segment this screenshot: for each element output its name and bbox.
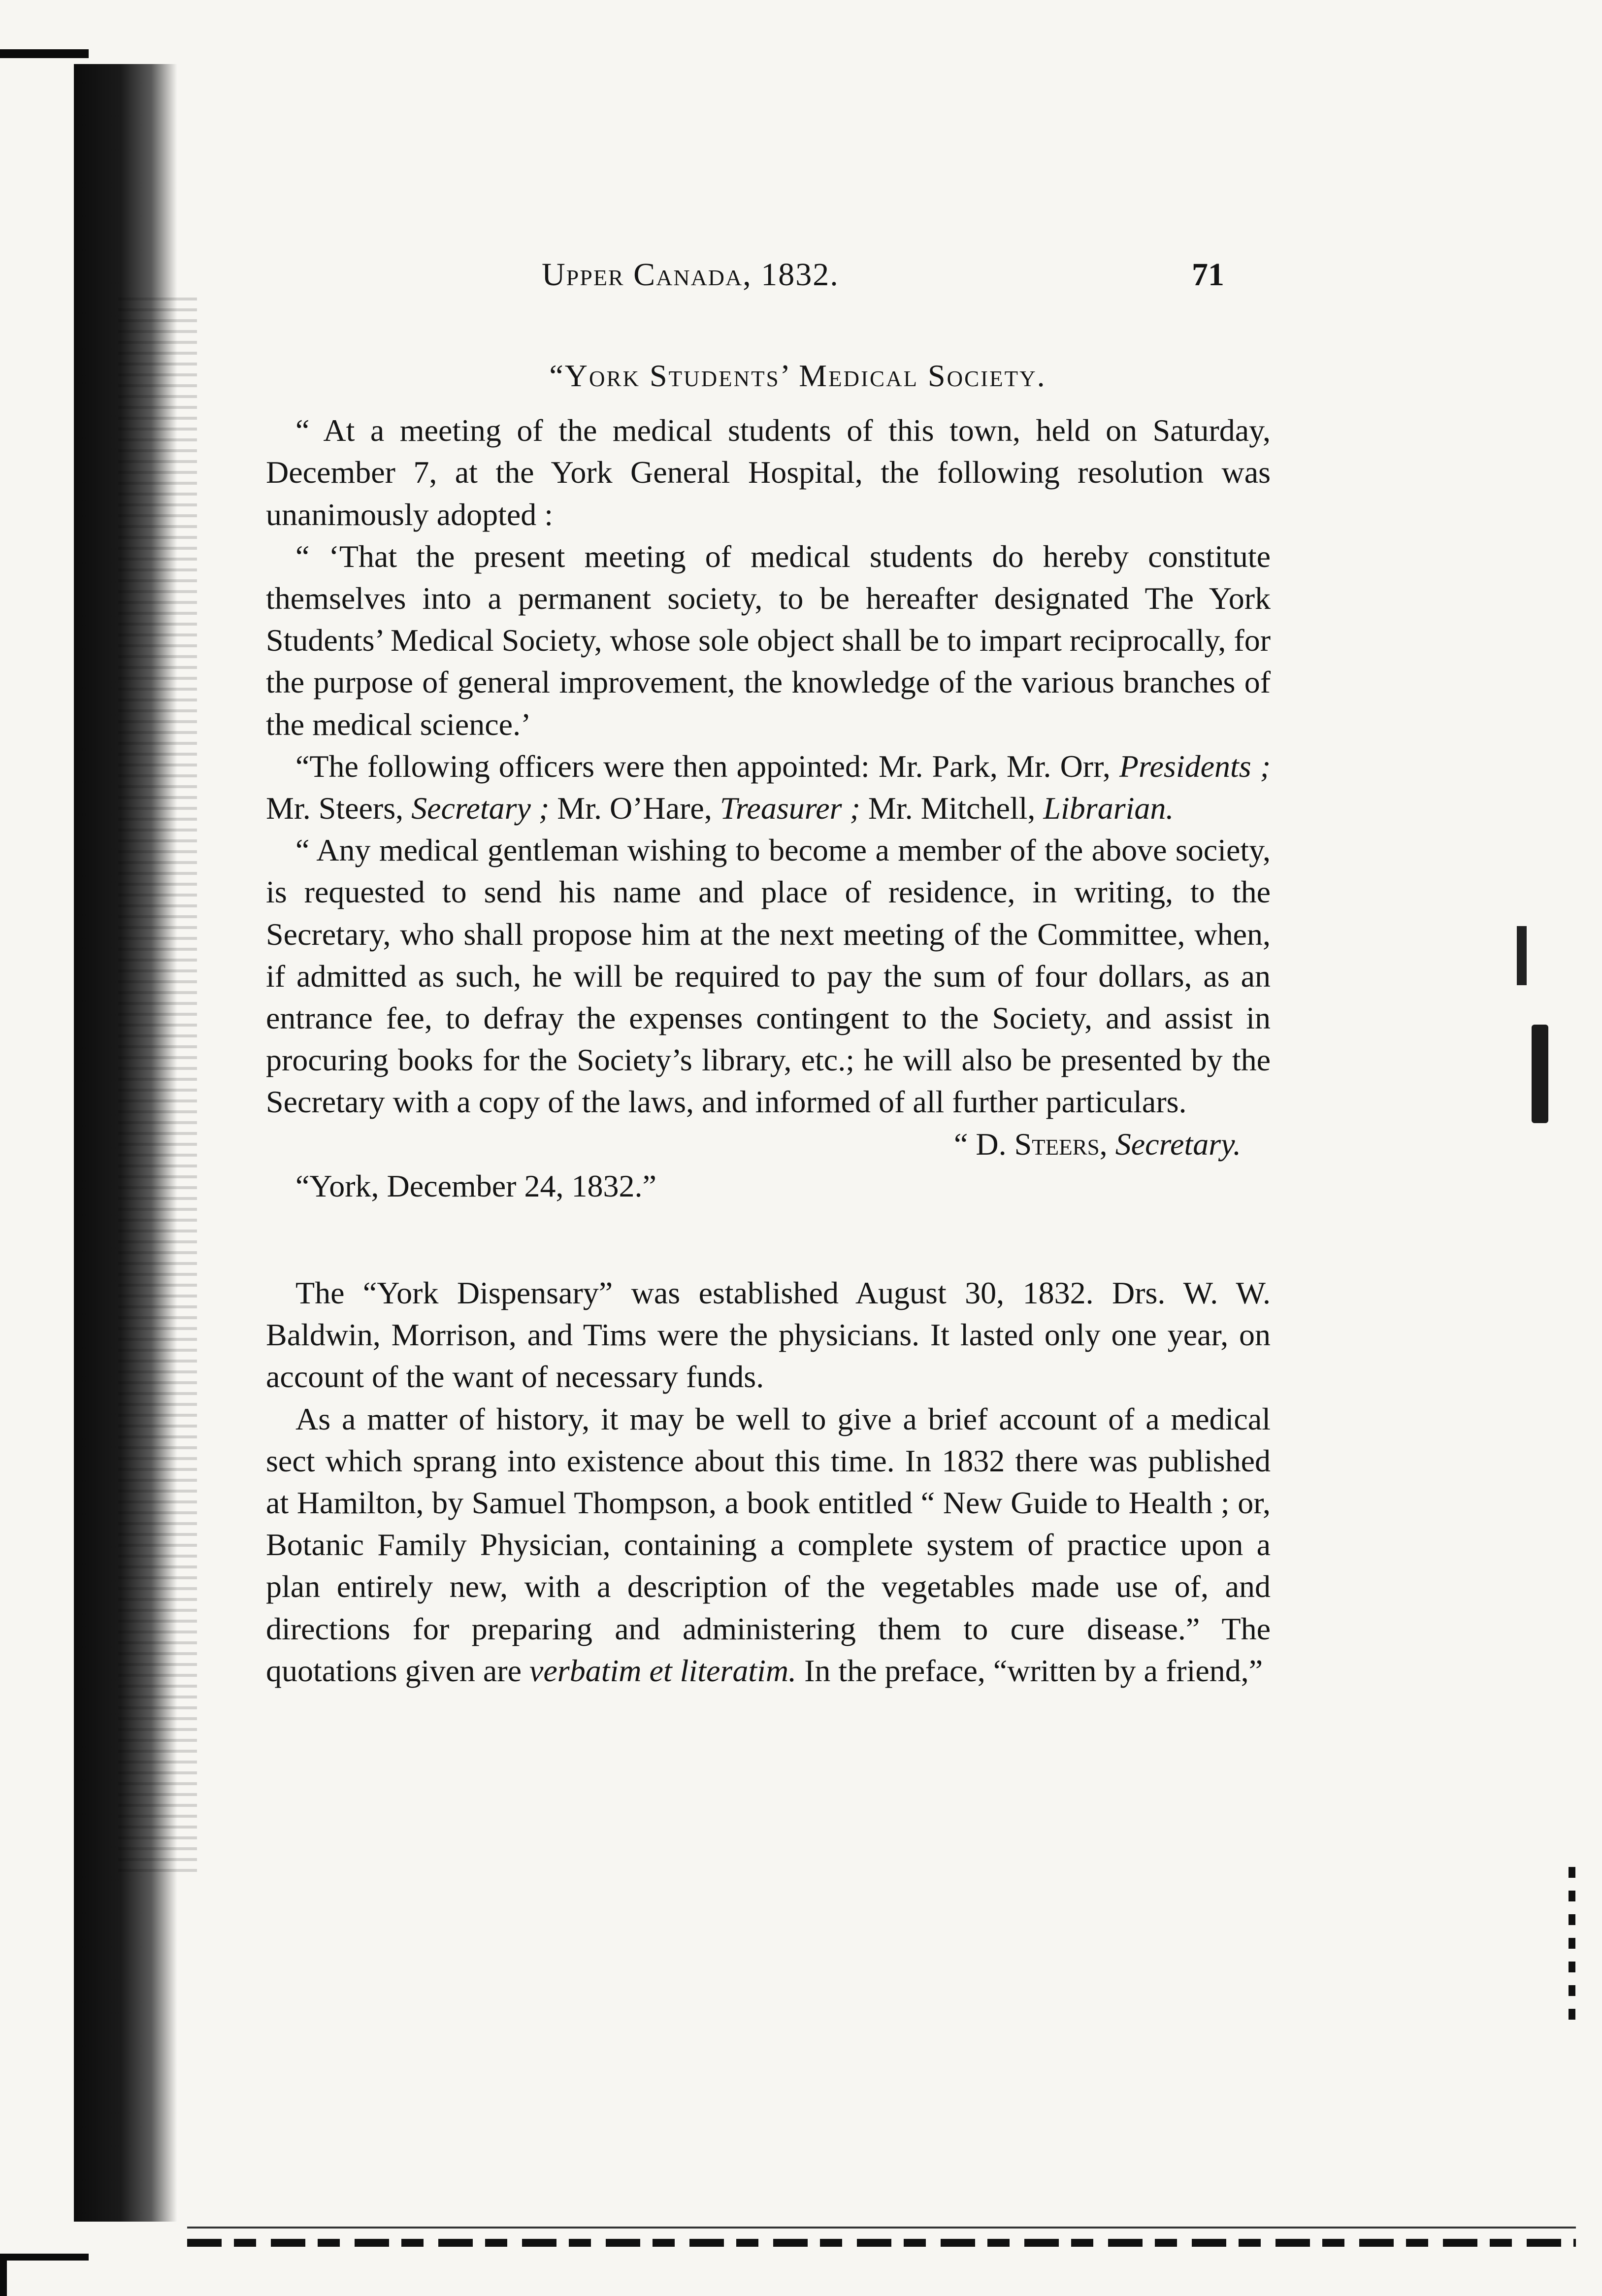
page-number: 71 [1192, 257, 1224, 293]
scan-bottom-line [187, 2227, 1576, 2229]
signature-name: “ D. Steers, [953, 1126, 1108, 1162]
signature [266, 1123, 1271, 1165]
paragraph-meeting: “ At a meeting of the medical students of this town, held on Saturday, December 7, at the York General Hospital, the following resolution was unanimously adopted : [266, 413, 1271, 532]
section-heading: “York Students’ Medical Society. [549, 358, 1046, 393]
scan-edge-top-mark [0, 49, 89, 58]
officers-text-b: Mr. Steers, [266, 791, 412, 826]
page-header [276, 256, 1261, 300]
ink-blot [1517, 926, 1527, 985]
verbatim-phrase: verbatim et literatim. [529, 1653, 797, 1688]
officers-text-c: Mr. O’Hare, [549, 791, 720, 826]
paragraph-officers [266, 745, 1271, 829]
thompson-text-b: In the preface, “written by a friend,” [796, 1653, 1263, 1688]
scan-binding-speckle [118, 296, 197, 1872]
officers-secretary: Secretary ; [411, 791, 550, 826]
paragraph-thompson [266, 1398, 1271, 1692]
ink-blot [1532, 1025, 1548, 1123]
scan-bottom-edge [187, 2239, 1576, 2247]
officers-text-d: Mr. Mitchell, [860, 791, 1044, 826]
dateline: “York, December 24, 1832.” [295, 1168, 656, 1203]
officers-presidents: Presidents ; [1119, 748, 1271, 784]
scan-edge-bottom-mark-vertical [0, 2254, 7, 2296]
officers-text-a: “The following officers were then appointed: Mr. Park, Mr. Orr, [295, 748, 1119, 784]
scan-edge-bottom-mark [0, 2254, 89, 2261]
thompson-text-a: As a matter of history, it may be well to give a brief account of a medical sect which sprang into existence about this time. In 1832 there was published at Hamilton, by Samuel Thompson, a book entitled “ New Guide to Health ; or, Botanic Family Physician, containing a complete system of practice upon a plan entirely new, with a description of the vegetables made use of, and directions for preparing and administering them to cure disease.” The quotations given are [266, 1401, 1271, 1688]
running-title: Upper Canada, 1832. [542, 257, 839, 293]
scan-edge-marks [1569, 1867, 1575, 2030]
signature-title: Secretary. [1115, 1126, 1241, 1162]
paragraph-membership: “ Any medical gentleman wishing to become a member of the above society, is requested to send his name and place of residence, in writing, to the Secretary, who shall propose him at the next meeting of the Committee, when, if admitted as such, he will be required to pay the sum of four dollars, as an entrance fee, to defray the expenses contingent to the Society, and assist in procuring books for the Society’s library, etc.; he will also be presented by the Secretary with a copy of the laws, and informed of all further particulars. [266, 832, 1271, 1120]
paragraph-dispensary: The “York Dispensary” was established August 30, 1832. Drs. W. W. Baldwin, Morrison, and Tims were the physicians. It lasted only one year, on account of the want of necessary funds. [266, 1275, 1271, 1395]
page-body [266, 355, 1271, 1692]
officers-treasurer: Treasurer ; [719, 791, 860, 826]
paragraph-resolution: “ ‘That the present meeting of medical students do hereby constitute themselves into a permanent society, to be hereafter designated The York Students’ Medical Society, whose sole object shall be to impart reciprocally, for the purpose of general improvement, the knowledge of the various branches of the medical science.’ [266, 538, 1271, 742]
officers-librarian: Librarian. [1043, 791, 1174, 826]
